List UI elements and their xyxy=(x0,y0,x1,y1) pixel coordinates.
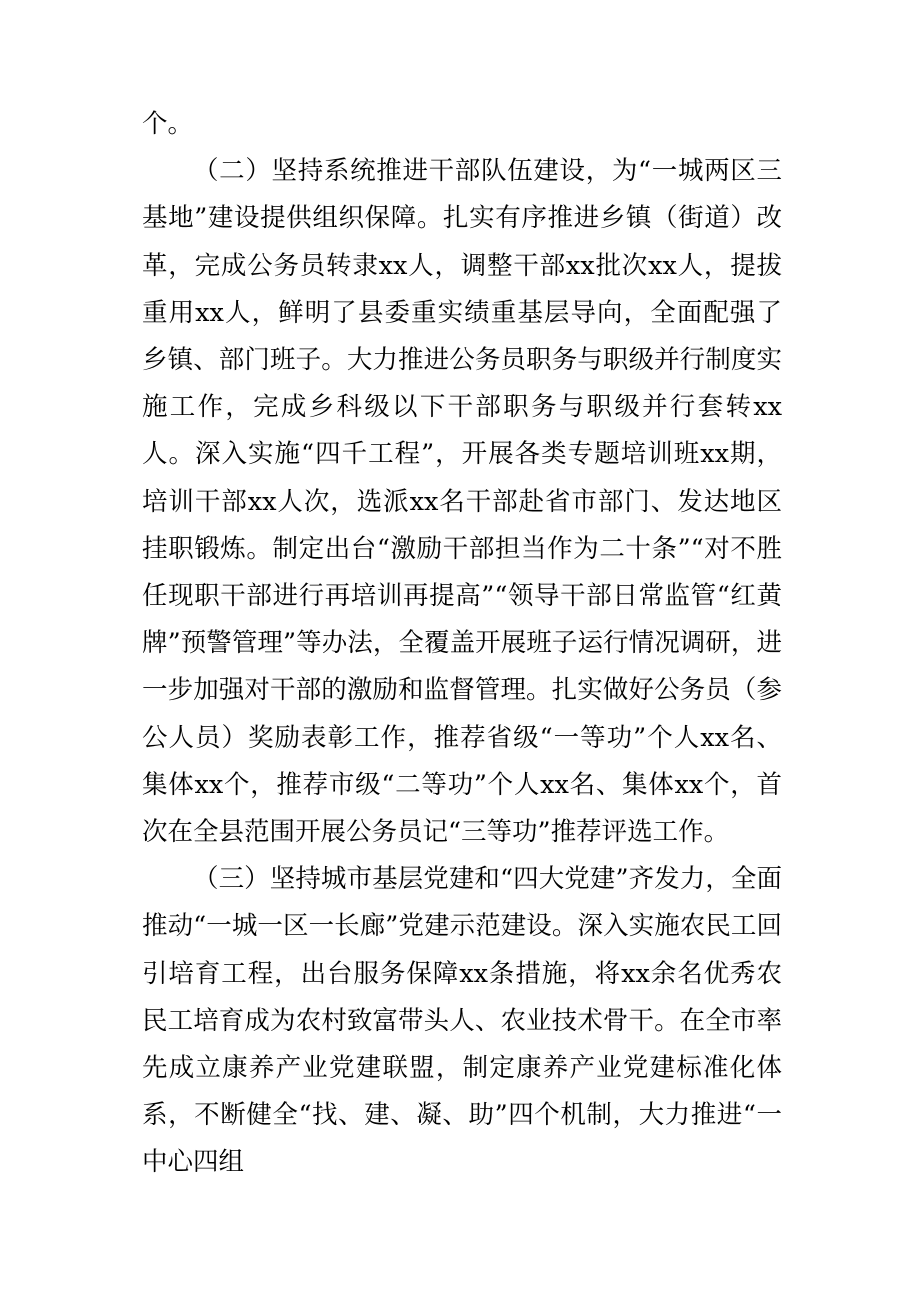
paragraph-section-two: （二）坚持系统推进干部队伍建设，为“一城两区三基地”建设提供组织保障。扎实有序推进乡镇（街道）改革，完成公务员转隶xx人，调整干部xx批次xx人，提拔重用xx人，鲜明了县委重实绩重基层导向，全面配强了乡镇、部门班子。大力推进公务员职务与职级并行制度实施工作，完成乡科级以下干部职务与职级并行套转xx人。深入实施“四千工程”，开展各类专题培训班xx期，培训干部xx人次，选派xx名干部赴省市部门、发达地区挂职锻炼。制定出台“激励干部担当作为二十条”“对不胜任现职干部进行再培训再提高”“领导干部日常监管“红黄牌”预警管理”等办法，全覆盖开展班子运行情况调研，进一步加强对干部的激励和监督管理。扎实做好公务员（参公人员）奖励表彰工作，推荐省级“一等功”个人xx名、集体xx个，推荐市级“二等功”个人xx名、集体xx个，首次在全县范围开展公务员记“三等功”推荐评选工作。 xyxy=(142,156,782,848)
body-text xyxy=(142,101,782,1187)
paragraph-section-three: （三）坚持城市基层党建和“四大党建”齐发力，全面推动“一城一区一长廊”党建示范建设。深入实施农民工回引培育工程，出台服务保障xx条措施，将xx余名优秀农民工培育成为农村致富带头人、农业技术骨干。在全市率先成立康养产业党建联盟，制定康养产业党建标准化体系，不断健全“找、建、凝、助”四个机制，大力推进“一中心四组 xyxy=(142,864,782,1178)
paragraph-continuation: 个。 xyxy=(142,109,194,139)
